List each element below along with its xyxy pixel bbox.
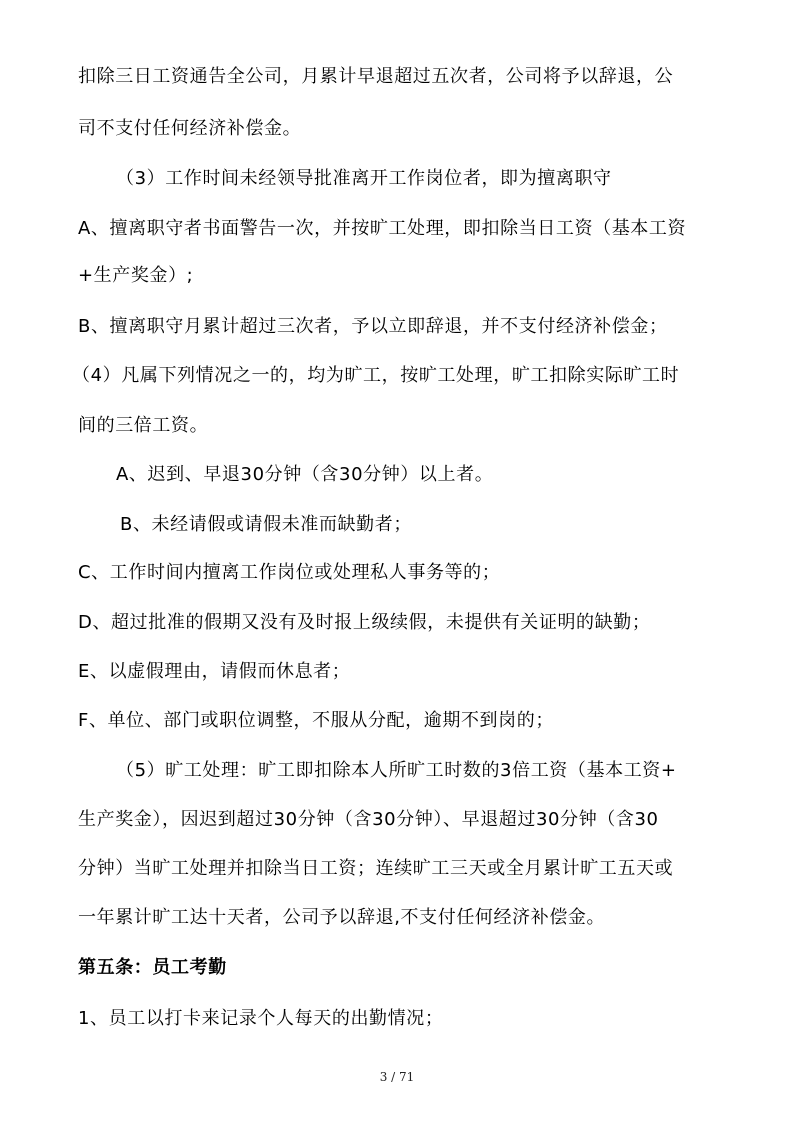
- text-line: F、单位、部门或职位调整，不服从分配，逾期不到岗的；: [78, 710, 554, 731]
- text-line: 扣除三日工资通告全公司，月累计早退超过五次者，公司将予以辞退，公: [78, 66, 674, 87]
- text-line: B、未经请假或请假未准而缺勤者；: [120, 514, 412, 535]
- text-line: B、擅离职守月累计超过三次者，予以立即辞退，并不支付经济补偿金；: [78, 316, 668, 337]
- text-line: 生产奖金），因迟到超过30分钟（含30分钟）、早退超过30分钟（含30: [78, 809, 659, 830]
- text-line: 间的三倍工资。: [78, 415, 209, 436]
- page-number: 3 / 71: [379, 1070, 415, 1084]
- text-line: （3）工作时间未经领导批准离开工作岗位者，即为擅离职守: [116, 168, 612, 189]
- text-line: 一年累计旷工达十天者，公司予以辞退,不支付任何经济补偿金。: [78, 907, 606, 928]
- section-heading: 第五条：员工考勤: [78, 957, 227, 978]
- text-line: （5）旷工处理：旷工即扣除本人所旷工时数的3倍工资（基本工资+: [116, 760, 677, 781]
- text-line: 1、员工以打卡来记录个人每天的出勤情况；: [78, 1008, 444, 1029]
- text-line: 司不支付任何经济补偿金。: [78, 118, 302, 139]
- text-line: +生产奖金）;: [78, 265, 194, 286]
- text-line: E、以虚假理由，请假而休息者；: [78, 661, 351, 682]
- text-line: 分钟）当旷工处理并扣除当日工资；连续旷工三天或全月累计旷工五天或: [78, 858, 674, 879]
- text-line: C、工作时间内擅离工作岗位或处理私人事务等的；: [78, 562, 501, 583]
- text-line: D、超过批准的假期又没有及时报上级续假，未提供有关证明的缺勤；: [78, 612, 651, 633]
- text-line: A、擅离职守者书面警告一次，并按旷工处理，即扣除当日工资（基本工资: [78, 218, 687, 239]
- text-line: A、迟到、早退30分钟（含30分钟）以上者。: [116, 464, 494, 485]
- text-line: （4）凡属下列情况之一的，均为旷工，按旷工处理，旷工扣除实际旷工时: [72, 365, 680, 386]
